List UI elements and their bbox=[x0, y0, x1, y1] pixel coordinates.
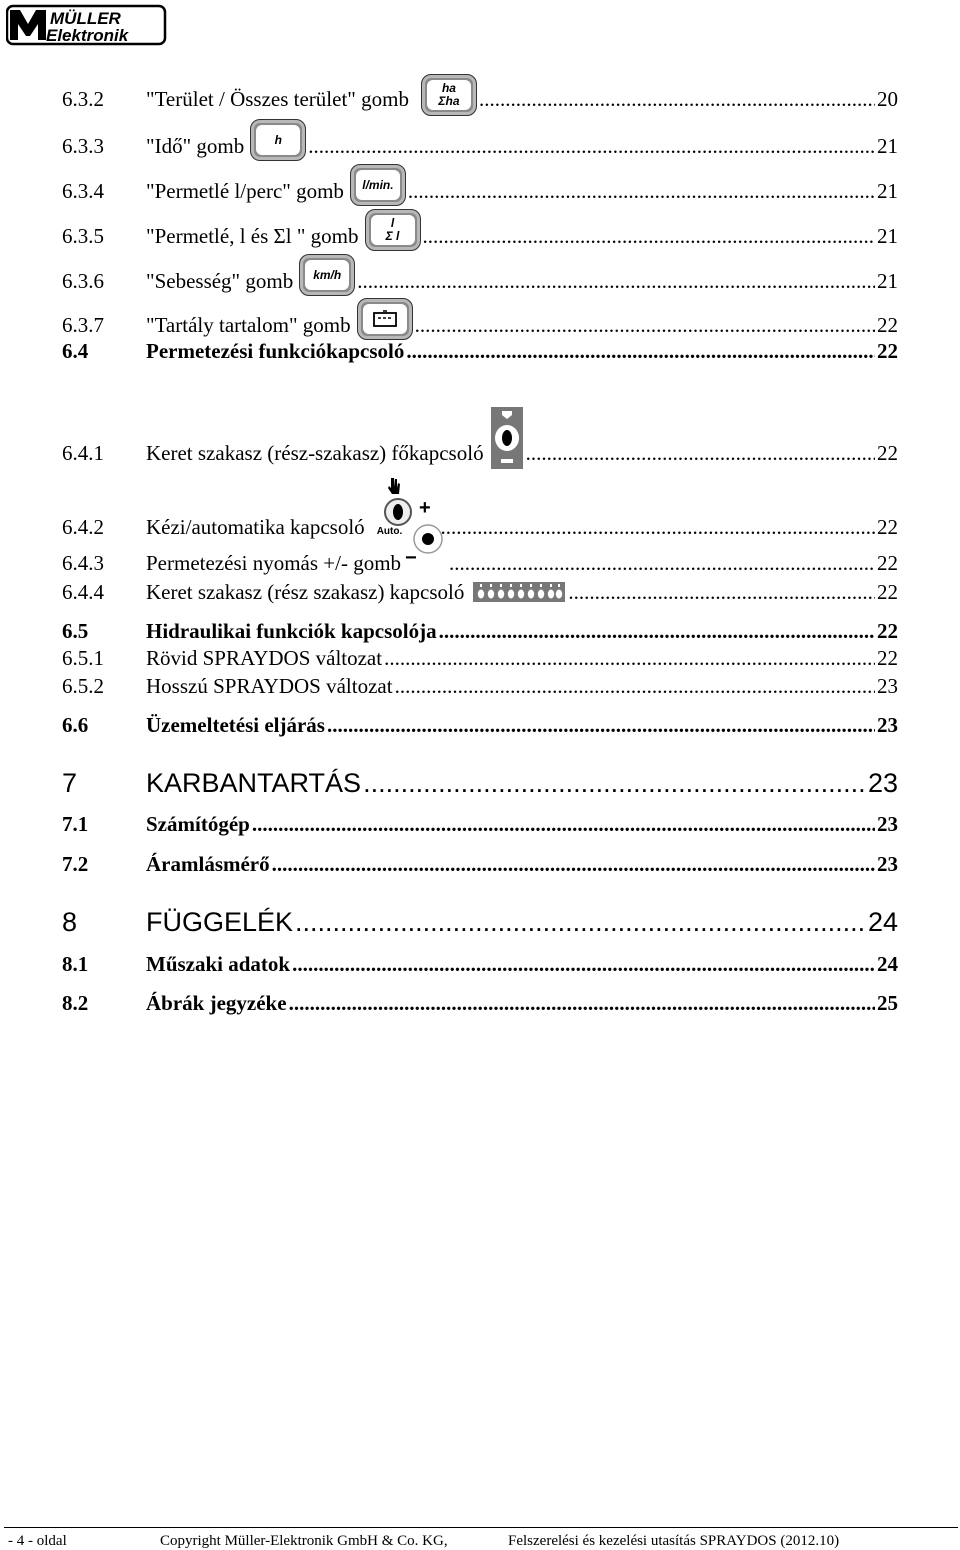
leader-dots bbox=[308, 133, 875, 159]
svg-text:Elektronik: Elektronik bbox=[46, 26, 129, 45]
leader-dots bbox=[327, 712, 875, 738]
entry-number: 6.3.3 bbox=[62, 134, 104, 158]
entry-title bbox=[146, 406, 524, 466]
toc-entry-6-3-3[interactable] bbox=[62, 119, 898, 159]
toc-entry-6-4-2[interactable] bbox=[62, 476, 898, 540]
icon-label-bottom: Σha bbox=[438, 94, 460, 108]
entry-title-text: "Tartály tartalom" gomb bbox=[146, 313, 351, 337]
entry-title: Permetezési funkciókapcsoló bbox=[146, 339, 405, 363]
entry-number: 6.5.2 bbox=[62, 674, 104, 698]
entry-page: 23 bbox=[877, 674, 898, 698]
leader-dots bbox=[449, 550, 875, 576]
toc-entry-6-5-1[interactable] bbox=[62, 645, 898, 671]
entry-page: 23 bbox=[877, 852, 898, 876]
plus-label: + bbox=[419, 497, 431, 519]
entry-page: 22 bbox=[877, 551, 898, 575]
entry-title-text: "Permetlé l/perc" gomb bbox=[146, 179, 344, 203]
toc-entry-6-4-1[interactable] bbox=[62, 406, 898, 466]
entry-page: 22 bbox=[877, 580, 898, 604]
entry-title: Műszaki adatok bbox=[146, 952, 291, 976]
leader-dots bbox=[408, 178, 875, 204]
leader-dots bbox=[384, 645, 875, 671]
entry-page: 21 bbox=[877, 179, 898, 203]
footer-page-number: - 4 - oldal bbox=[8, 1533, 67, 1549]
toc-entry-6-4-4[interactable] bbox=[62, 579, 898, 605]
flow-rate-button-icon bbox=[350, 164, 406, 206]
icon-label-top: l bbox=[390, 216, 395, 230]
toc-entry-7-1[interactable] bbox=[62, 811, 898, 837]
minus-label: − bbox=[405, 547, 417, 569]
entry-title bbox=[146, 476, 423, 540]
entry-title: Hidraulikai funkciók kapcsolója bbox=[146, 619, 437, 643]
pressure-switch-icon bbox=[405, 497, 447, 576]
entry-title bbox=[146, 254, 355, 294]
entry-page: 24 bbox=[877, 952, 898, 976]
entry-title: FÜGGELÉK bbox=[146, 907, 294, 937]
icon-label: l/min. bbox=[356, 170, 400, 200]
entry-page: 23 bbox=[877, 713, 898, 737]
entry-title bbox=[146, 119, 306, 159]
entry-page: 24 bbox=[867, 907, 898, 937]
entry-page: 22 bbox=[877, 339, 898, 363]
entry-page: 22 bbox=[877, 313, 898, 337]
icon-label-top: ha bbox=[441, 81, 456, 95]
entry-title: KARBANTARTÁS bbox=[146, 768, 362, 798]
entry-number: 6.3.5 bbox=[62, 224, 104, 248]
leader-dots bbox=[272, 851, 875, 877]
entry-title-text: Keret szakasz (rész-szakasz) főkapcsoló bbox=[146, 441, 484, 465]
entry-number: 6.4.1 bbox=[62, 441, 104, 465]
entry-number: 6.3.6 bbox=[62, 269, 104, 293]
leader-dots bbox=[568, 579, 875, 605]
entry-title bbox=[146, 579, 566, 605]
entry-number: 6.5.1 bbox=[62, 646, 104, 670]
entry-number: 6.3.2 bbox=[62, 87, 104, 111]
leader-dots bbox=[363, 767, 866, 799]
leader-dots bbox=[357, 268, 875, 294]
section-switches-icon bbox=[472, 581, 566, 603]
area-button-icon bbox=[421, 74, 477, 116]
leader-dots bbox=[395, 673, 875, 699]
entry-title: Üzemeltetési eljárás bbox=[146, 713, 325, 737]
leader-dots bbox=[526, 440, 875, 466]
entry-page: 23 bbox=[877, 812, 898, 836]
entry-title-text: "Idő" gomb bbox=[146, 134, 245, 158]
entry-number: 6.4.2 bbox=[62, 515, 104, 539]
toc-entry-7[interactable] bbox=[62, 767, 898, 799]
entry-title-text: Permetezési nyomás +/- gomb bbox=[146, 551, 402, 575]
entry-page: 25 bbox=[877, 991, 898, 1015]
leader-dots bbox=[252, 811, 875, 837]
footer-document-title: Felszerelési és kezelési utasítás SPRAYDOS (2012.10) bbox=[508, 1533, 840, 1549]
toc-entry-6-3-7[interactable] bbox=[62, 298, 898, 338]
toc-entry-6-5-2[interactable] bbox=[62, 673, 898, 699]
entry-title: Hosszú SPRAYDOS változat bbox=[146, 674, 393, 698]
volume-button-icon bbox=[365, 209, 421, 251]
entry-title-text: "Terület / Összes terület" gomb bbox=[146, 87, 409, 111]
time-button-icon bbox=[250, 119, 306, 161]
entry-title: Számítógép bbox=[146, 812, 250, 836]
leader-dots bbox=[425, 514, 875, 540]
entry-title-text: Kézi/automatika kapcsoló bbox=[146, 515, 365, 539]
leader-dots bbox=[479, 86, 875, 112]
toc-entry-6-3-4[interactable] bbox=[62, 164, 898, 204]
leader-dots bbox=[289, 990, 875, 1016]
entry-number: 7.1 bbox=[62, 812, 89, 836]
icon-label: km/h bbox=[305, 260, 349, 290]
toc-entry-6-3-5[interactable] bbox=[62, 209, 898, 249]
leader-dots bbox=[292, 951, 875, 977]
leader-dots bbox=[415, 312, 875, 338]
auto-label: Auto. bbox=[376, 526, 403, 537]
entry-title-text: Keret szakasz (rész szakasz) kapcsoló bbox=[146, 580, 465, 604]
entry-number: 8 bbox=[62, 907, 78, 937]
entry-number: 7 bbox=[62, 768, 78, 798]
entry-number: 7.2 bbox=[62, 852, 89, 876]
toc-entry-8-2[interactable] bbox=[62, 990, 898, 1016]
toc-entry-6-4[interactable] bbox=[62, 338, 898, 364]
entry-page: 21 bbox=[877, 269, 898, 293]
entry-number: 6.5 bbox=[62, 619, 89, 643]
toc-entry-8-1[interactable] bbox=[62, 951, 898, 977]
main-switch-icon bbox=[490, 406, 524, 470]
entry-page: 22 bbox=[877, 619, 898, 643]
leader-dots bbox=[439, 618, 875, 644]
entry-page: 21 bbox=[877, 134, 898, 158]
entry-page: 21 bbox=[877, 224, 898, 248]
entry-title bbox=[146, 164, 406, 204]
entry-page: 22 bbox=[877, 441, 898, 465]
toc-entry-6-6[interactable] bbox=[62, 712, 898, 738]
entry-title-text: "Sebesség" gomb bbox=[146, 269, 294, 293]
entry-title bbox=[146, 74, 477, 112]
entry-title-text: "Permetlé, l és Σl " gomb bbox=[146, 224, 359, 248]
entry-number: 6.4.4 bbox=[62, 580, 104, 604]
toc-entry-6-5[interactable] bbox=[62, 618, 898, 644]
entry-number: 6.3.4 bbox=[62, 179, 104, 203]
icon-label-bottom: Σ l bbox=[385, 229, 400, 243]
tank-icon bbox=[357, 298, 413, 340]
leader-dots bbox=[295, 906, 866, 938]
entry-number: 6.3.7 bbox=[62, 313, 104, 337]
entry-title bbox=[146, 298, 413, 338]
entry-page: 22 bbox=[877, 646, 898, 670]
entry-number: 6.6 bbox=[62, 713, 89, 737]
icon-label: h bbox=[256, 125, 300, 155]
entry-title: Ábrák jegyzéke bbox=[146, 991, 287, 1015]
svg-text:MÜLLER: MÜLLER bbox=[50, 9, 121, 28]
footer-copyright: Copyright Müller-Elektronik GmbH & Co. KG, bbox=[160, 1533, 448, 1549]
entry-title bbox=[146, 209, 421, 249]
entry-number: 6.4.3 bbox=[62, 551, 104, 575]
entry-title: Áramlásmérő bbox=[146, 852, 270, 876]
toc-entry-8[interactable] bbox=[62, 906, 898, 938]
entry-number: 8.1 bbox=[62, 952, 89, 976]
entry-page: 22 bbox=[877, 515, 898, 539]
entry-page: 23 bbox=[867, 768, 898, 798]
toc-entry-6-3-6[interactable] bbox=[62, 254, 898, 294]
toc-entry-7-2[interactable] bbox=[62, 851, 898, 877]
entry-title: Rövid SPRAYDOS változat bbox=[146, 646, 383, 670]
entry-page: 20 bbox=[877, 87, 898, 111]
footer-divider bbox=[4, 1527, 958, 1528]
leader-dots bbox=[406, 338, 875, 364]
leader-dots bbox=[423, 223, 875, 249]
entry-number: 6.4 bbox=[62, 339, 89, 363]
toc-entry-6-3-2[interactable] bbox=[62, 74, 898, 112]
speed-button-icon bbox=[299, 254, 355, 296]
entry-number: 8.2 bbox=[62, 991, 89, 1015]
